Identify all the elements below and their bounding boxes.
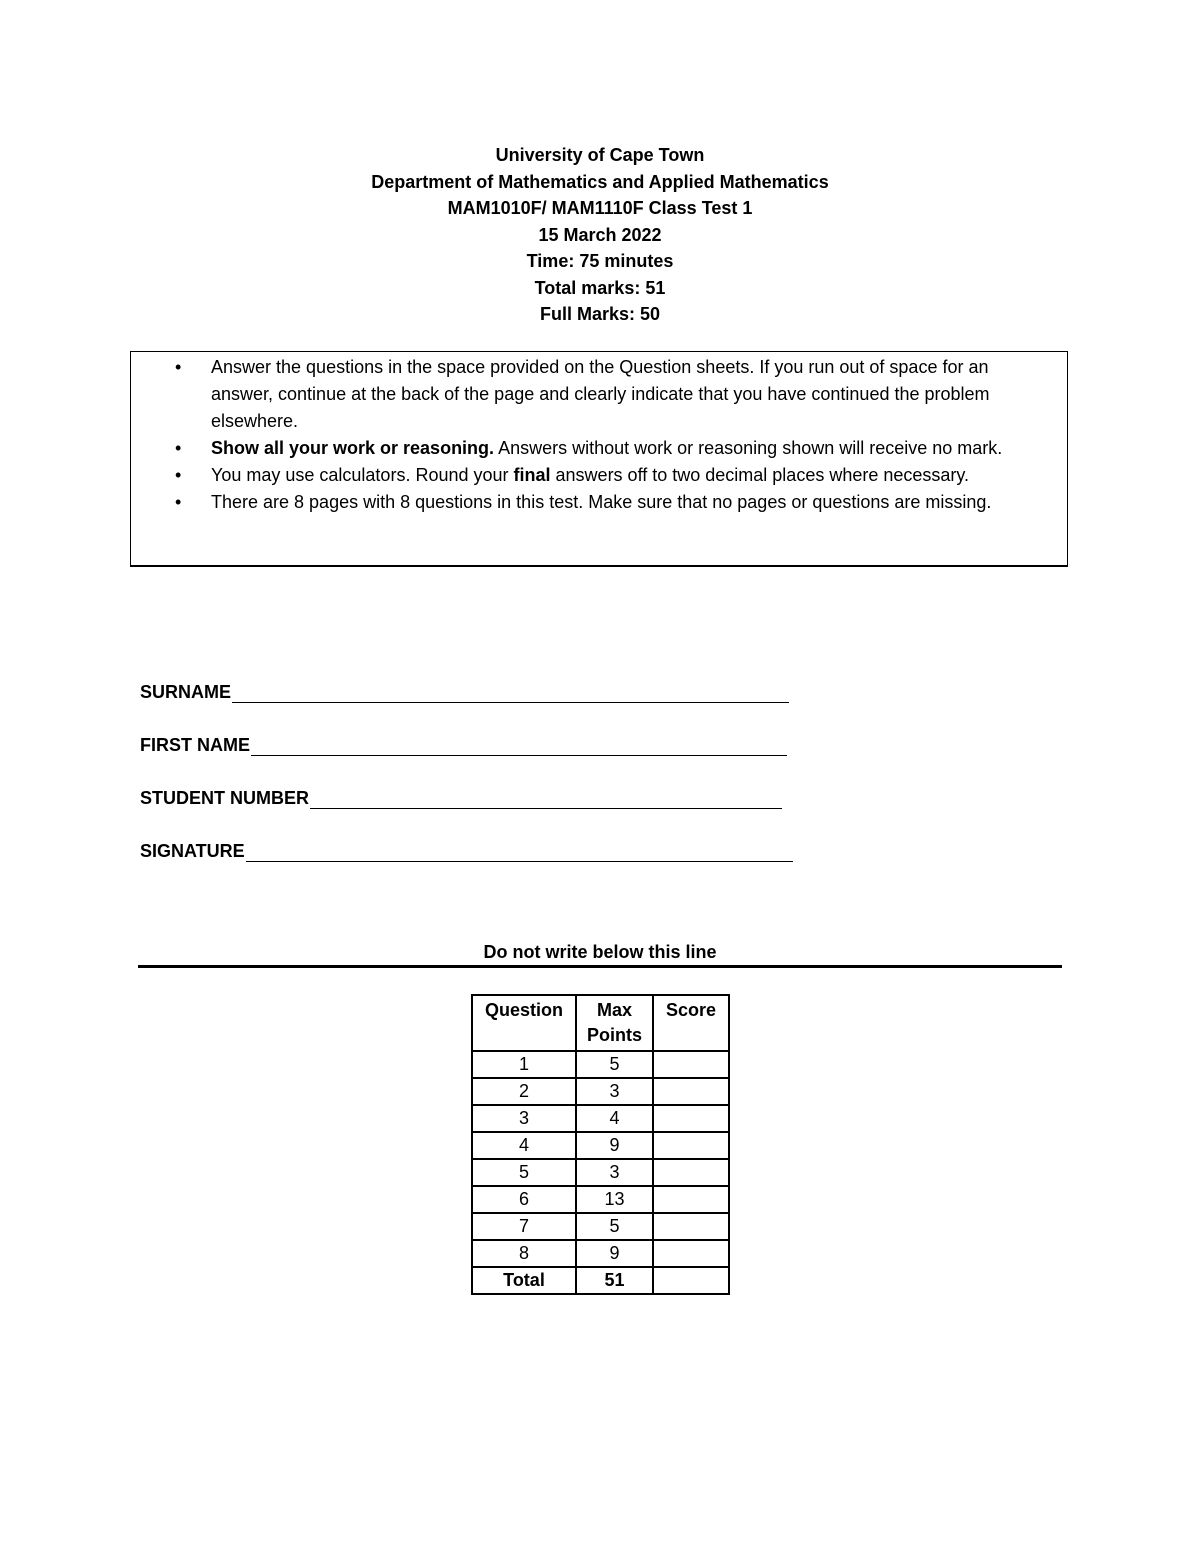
score-cell[interactable] [653, 1078, 729, 1105]
instruction-item [175, 462, 1047, 489]
table-row [472, 1186, 729, 1213]
question-number: 4 [472, 1132, 576, 1159]
column-header-question: Question [472, 995, 576, 1051]
course-title: MAM1010F/ MAM1110F Class Test 1 [447, 198, 753, 218]
instruction-bold-text: final [513, 465, 551, 485]
student-details [140, 676, 793, 888]
instruction-text: There are 8 pages with 8 questions in this test. Make sure that no pages or questions are missing. [211, 492, 992, 512]
score-cell[interactable] [653, 1105, 729, 1132]
bullet-icon: • [175, 492, 182, 512]
question-number: 2 [472, 1078, 576, 1105]
surname-line[interactable] [232, 682, 789, 703]
student-number-label: STUDENT NUMBER [140, 788, 309, 808]
question-number: 3 [472, 1105, 576, 1132]
total-row [472, 1267, 729, 1294]
student-number-line[interactable] [310, 788, 782, 809]
total-score-cell[interactable] [653, 1267, 729, 1294]
instruction-item [175, 489, 1047, 516]
table-row [472, 1213, 729, 1240]
total-label: Total [472, 1267, 576, 1294]
university-name: University of Cape Town [495, 145, 705, 165]
instruction-item [175, 435, 1047, 462]
max-points: 9 [576, 1240, 653, 1267]
max-points: 3 [576, 1078, 653, 1105]
table-row [472, 1240, 729, 1267]
signature-label: SIGNATURE [140, 841, 245, 861]
do-not-write-label: Do not write below this line [483, 942, 717, 962]
total-marks: Total marks: 51 [534, 277, 666, 298]
max-points: 9 [576, 1132, 653, 1159]
instruction-text: Answers without work or reasoning shown will receive no mark. [494, 438, 1003, 458]
signature-line[interactable] [246, 841, 793, 862]
first-name-label: FIRST NAME [140, 735, 250, 755]
department-name: Department of Mathematics and Applied Mathematics [371, 171, 829, 192]
max-points-label: Max Points [586, 1000, 642, 1045]
score-cell[interactable] [653, 1186, 729, 1213]
table-header-row [472, 995, 729, 1051]
score-cell[interactable] [653, 1159, 729, 1186]
question-number: 8 [472, 1240, 576, 1267]
instruction-text: answers off to two decimal places where necessary. [550, 465, 970, 485]
question-number: 6 [472, 1186, 576, 1213]
instructions-list [131, 352, 1067, 516]
first-name-line[interactable] [251, 735, 787, 756]
column-header-max-points [576, 995, 653, 1051]
student-number-field[interactable] [140, 782, 793, 809]
test-date: 15 March 2022 [538, 224, 662, 245]
surname-field[interactable] [140, 676, 793, 703]
table-row [472, 1132, 729, 1159]
score-cell[interactable] [653, 1132, 729, 1159]
instructions-box [130, 351, 1068, 567]
column-header-score: Score [653, 995, 729, 1051]
max-points: 5 [576, 1051, 653, 1078]
table-row [472, 1105, 729, 1132]
bullet-icon: • [175, 357, 182, 377]
max-points: 3 [576, 1159, 653, 1186]
test-time: Time: 75 minutes [526, 251, 674, 271]
score-cell[interactable] [653, 1240, 729, 1267]
divider-line [138, 965, 1062, 968]
bullet-icon: • [175, 465, 182, 485]
signature-field[interactable] [140, 835, 793, 862]
instruction-item [175, 354, 1047, 435]
document-header [0, 142, 1200, 328]
question-number: 1 [472, 1051, 576, 1078]
surname-label: SURNAME [140, 682, 232, 702]
max-points: 5 [576, 1213, 653, 1240]
score-table [471, 994, 730, 1295]
question-number: 5 [472, 1159, 576, 1186]
score-cell[interactable] [653, 1051, 729, 1078]
question-number: 7 [472, 1213, 576, 1240]
instruction-bold-text: Show all your work or reasoning. [211, 438, 495, 458]
full-marks: Full Marks: 50 [539, 304, 661, 324]
instruction-text: You may use calculators. Round your [211, 465, 514, 485]
table-row [472, 1078, 729, 1105]
first-name-field[interactable] [140, 729, 793, 756]
bullet-icon: • [175, 438, 182, 458]
table-row [472, 1051, 729, 1078]
max-points: 13 [576, 1186, 653, 1213]
table-row [472, 1159, 729, 1186]
instruction-text: Answer the questions in the space provided on the Question sheets. If you run out of space for an answer, continue at the back of the page and clearly indicate that you have continued the problem elsewhere. [211, 357, 990, 431]
score-cell[interactable] [653, 1213, 729, 1240]
max-points: 4 [576, 1105, 653, 1132]
total-max-points: 51 [576, 1267, 653, 1294]
